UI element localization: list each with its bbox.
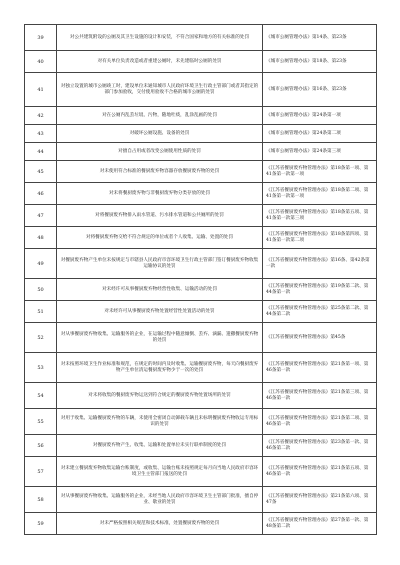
legal-basis: 《江苏省餐厨废弃物管理办法》第18条第五项、第41条第一款第三项	[263, 205, 377, 227]
table-row	[25, 323, 377, 353]
legal-basis: 《城市公厕管理办法》第18条、第23条	[263, 51, 377, 73]
penalty-item-name: 对未经许可从事餐厨废弃物经营性收集、运输活动的处罚	[57, 279, 263, 301]
legal-basis: 《城市公厕管理办法》第16条、第23条	[263, 73, 377, 107]
penalty-item-name: 对用于收集、运输餐厨废弃物的车辆，未使用全密闭自动卸载车辆且未标明餐厨废弃物收运专用标识的处罚	[57, 409, 263, 435]
penalty-item-name: 对未经许可从事餐厨废弃物处置经营性处置活动的处罚	[57, 301, 263, 323]
row-number: 56	[25, 435, 57, 457]
row-number: 39	[25, 25, 57, 51]
legal-basis: 《江苏省餐厨废弃物管理办法》第21条第二项、第46条第一款	[263, 409, 377, 435]
penalty-item-name: 对未使用符合标准的餐厨废弃物容器存放餐厨废弃物的处罚	[57, 161, 263, 183]
legal-basis: 《城市公厕管理办法》第24条第三项	[263, 143, 377, 161]
legal-basis: 《江苏省餐厨废弃物管理办法》第18条第二项、第41条第一款第一项	[263, 183, 377, 205]
table-row	[25, 249, 377, 279]
row-number: 53	[25, 353, 57, 383]
table-row	[25, 143, 377, 161]
legal-basis: 《江苏省餐厨废弃物管理办法》第45条	[263, 323, 377, 353]
row-number: 43	[25, 125, 57, 143]
penalty-item-name: 对餐厨废弃物产生、收集、运输和处置单位未实行联单制度的处罚	[57, 435, 263, 457]
penalty-item-name: 对未严格按照相关规范和技术标准，处置餐厨废弃物的处罚	[57, 513, 263, 535]
table-row	[25, 457, 377, 487]
legal-basis: 《江苏省餐厨废弃物管理办法》第18条第一项、第41条第一款第一项	[263, 161, 377, 183]
table-row	[25, 227, 377, 249]
row-number: 57	[25, 457, 57, 487]
row-number: 41	[25, 73, 57, 107]
penalty-item-name: 对破坏公厕设施、设备的处罚	[57, 125, 263, 143]
penalty-item-name: 对公共建筑附设的公厕及其卫生设施的设计和安装，不符合国家和地方的有关标准的处罚	[57, 25, 263, 51]
table-row	[25, 205, 377, 227]
row-number: 52	[25, 323, 57, 353]
table-row	[25, 301, 377, 323]
legal-basis: 《江苏省餐厨废弃物管理办法》第21条第六项、第47条	[263, 487, 377, 513]
row-number: 48	[25, 227, 57, 249]
row-number: 42	[25, 107, 57, 125]
penalty-item-name: 对将餐厨废弃物排入雨水管道、污水排水管道和公共厕所的处罚	[57, 205, 263, 227]
legal-basis: 《江苏省餐厨废弃物管理办法》第19条第二款、第44条第一款	[263, 279, 377, 301]
table-row	[25, 183, 377, 205]
document-page	[24, 24, 376, 535]
legal-basis: 《江苏省餐厨废弃物管理办法》第21条第一项、第46条第一款	[263, 353, 377, 383]
row-number: 49	[25, 249, 57, 279]
penalty-item-name: 对餐厨废弃物产生单位未按规定与市辖县人民政府市容环境卫生行政主管部门签订餐厨废弃物收集运输协议的处罚	[57, 249, 263, 279]
row-number: 59	[25, 513, 57, 535]
row-number: 55	[25, 409, 57, 435]
penalty-item-name: 对擅自占用或者改变公厕使用性质的处罚	[57, 143, 263, 161]
table-row	[25, 51, 377, 73]
row-number: 58	[25, 487, 57, 513]
row-number: 51	[25, 301, 57, 323]
legal-basis: 《江苏省餐厨废弃物管理办法》第16条、第42条第一款	[263, 249, 377, 279]
penalty-item-name: 对将餐厨废弃物交给不符合规定的单位或者个人收集、运输、处置的处罚	[57, 227, 263, 249]
row-number: 45	[25, 161, 57, 183]
table-row	[25, 73, 377, 107]
legal-basis: 《城市公厕管理办法》第24条第二项	[263, 125, 377, 143]
legal-basis: 《江苏省餐厨废弃物管理办法》第27条第一款、第48条第二款	[263, 513, 377, 535]
row-number: 46	[25, 183, 57, 205]
table-row	[25, 161, 377, 183]
table-row	[25, 487, 377, 513]
penalty-item-name: 对未建立餐厨废弃物收集运输台账制度，或收集、运输台账未按照规定每月向当地人民政府市容环境卫生主管部门报送的处罚	[57, 457, 263, 487]
table-row	[25, 435, 377, 457]
legal-basis: 《江苏省餐厨废弃物管理办法》第23条第一款、第46条第二款	[263, 435, 377, 457]
legal-basis: 《江苏省餐厨废弃物管理办法》第21条第三项、第46条第一款	[263, 383, 377, 409]
row-number: 40	[25, 51, 57, 73]
row-number: 50	[25, 279, 57, 301]
penalty-item-name: 对有关单位负责改造或者重建公厕时，未先建临时公厕的处罚	[57, 51, 263, 73]
penalty-table	[24, 24, 377, 535]
penalty-item-name: 对未按照环境卫生作业标准和规范，在规定的时间内及时收集、运输餐厨废弃物，每天向餐厨废弃物产生单位清运餐厨废弃物少于一次的处罚	[57, 353, 263, 383]
penalty-item-name: 对从事餐厨废弃物收集、运输服务的企业，未经当地人民政府市容环境卫生主管部门批准，擅自停业、歇业的处罚	[57, 487, 263, 513]
penalty-item-name: 对独立设置的城市公厕竣工时，建设单位未通知城市人民政府环境卫生行政主管部门或者其指定的部门参加验收，交付使用验收不合格的城市公厕的处罚	[57, 73, 263, 107]
table-row	[25, 279, 377, 301]
penalty-item-name: 对从事餐厨废弃物收集、运输服务的企业，在运输过程中随意倾倒、丢弃、滴漏、遗撒餐厨废弃物的处罚	[57, 323, 263, 353]
table-row	[25, 353, 377, 383]
table-row	[25, 383, 377, 409]
penalty-item-name: 对在公厕内乱丢垃圾、污物，随地吐痰，乱涂乱画的处罚	[57, 107, 263, 125]
legal-basis: 《江苏省餐厨废弃物管理办法》第18条第四项、第41条第一款第二项	[263, 227, 377, 249]
row-number: 47	[25, 205, 57, 227]
row-number: 54	[25, 383, 57, 409]
legal-basis: 《江苏省餐厨废弃物管理办法》第21条第五项、第46条第一款	[263, 457, 377, 487]
row-number: 44	[25, 143, 57, 161]
legal-basis: 《城市公厕管理办法》第24条第一项	[263, 107, 377, 125]
legal-basis: 《城市公厕管理办法》第14条、第23条	[263, 25, 377, 51]
penalty-item-name: 对未将收集的餐厨废弃物运送到符合规定的餐厨废弃物处置场所的处罚	[57, 383, 263, 409]
table-row	[25, 107, 377, 125]
legal-basis: 《江苏省餐厨废弃物管理办法》第25条第二款、第44条第二款	[263, 301, 377, 323]
table-row	[25, 125, 377, 143]
penalty-item-name: 对未将餐厨废弃物与非餐厨废弃物分类存放的处罚	[57, 183, 263, 205]
table-row	[25, 25, 377, 51]
table-row	[25, 409, 377, 435]
table-row	[25, 513, 377, 535]
